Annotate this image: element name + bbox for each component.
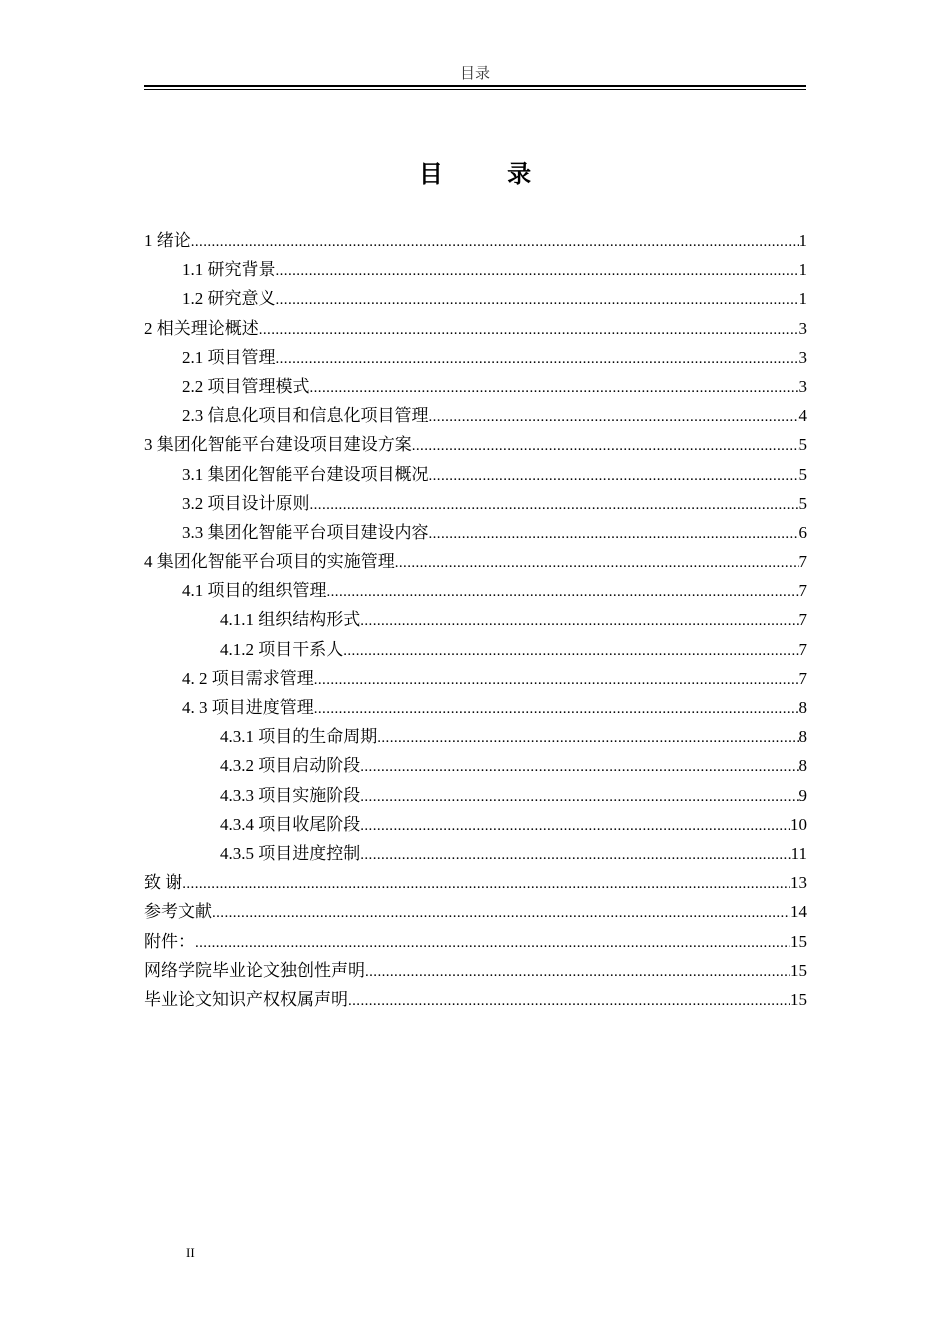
toc-dot-leader: [191, 228, 799, 257]
toc-entry[interactable]: [144, 897, 807, 926]
toc-entry-page-number: 1: [798, 231, 807, 250]
toc-entry[interactable]: [144, 664, 807, 693]
toc-entry-page-number: 11: [790, 843, 807, 863]
toc-dot-leader: [360, 841, 790, 870]
toc-entry-label: 4. 2 项目需求管理: [182, 668, 314, 688]
toc-entry-label: 4.1.2 项目干系人: [220, 639, 344, 659]
toc-entry[interactable]: [144, 518, 807, 547]
toc-dot-leader: [360, 783, 798, 812]
toc-dot-leader: [310, 374, 799, 403]
toc-dot-leader: [429, 520, 799, 549]
toc-entry-page-number: 5: [798, 493, 807, 513]
toc-entry[interactable]: [144, 255, 807, 284]
toc-dot-leader: [360, 607, 798, 636]
toc-dot-leader: [360, 812, 790, 841]
running-header: 目录: [459, 66, 490, 82]
toc-entry[interactable]: [144, 781, 807, 810]
header-rule-thick: [144, 85, 806, 87]
toc-entry-label: 4.3.4 项目收尾阶段: [220, 814, 361, 834]
toc-entry-page-number: 15: [790, 960, 807, 980]
toc-entry-page-number: 8: [798, 756, 807, 776]
toc-entry[interactable]: [144, 693, 807, 722]
toc-entry-label: 3.3 集团化智能平台项目建设内容: [182, 522, 429, 542]
toc-entry[interactable]: [144, 343, 807, 372]
toc-entry-page-number: 7: [798, 668, 807, 688]
toc-dot-leader: [348, 987, 790, 1016]
toc-entry-page-number: 14: [790, 902, 807, 922]
toc-entry[interactable]: [144, 868, 807, 897]
toc-entry-page-number: 9: [798, 785, 807, 805]
toc-entry[interactable]: [144, 839, 807, 868]
toc-entry-page-number: 15: [790, 989, 807, 1009]
toc-entry-label: 4 集团化智能平台项目的实施管理: [144, 552, 395, 572]
page-number: II: [186, 1245, 195, 1260]
toc-dot-leader: [259, 316, 799, 345]
toc-entry-label: 致 谢: [144, 873, 183, 893]
toc-entry[interactable]: [144, 722, 807, 751]
toc-dot-leader: [429, 403, 799, 432]
toc-dot-leader: [395, 549, 799, 578]
toc-entry-page-number: 8: [798, 698, 807, 717]
toc-entry-page-number: 4: [798, 406, 807, 426]
toc-entry[interactable]: [144, 284, 807, 313]
toc-entry[interactable]: [144, 489, 807, 518]
toc-dot-leader: [212, 899, 790, 928]
toc-entry-page-number: 1: [798, 260, 807, 280]
toc-entry[interactable]: [144, 314, 807, 343]
toc-list: [144, 226, 807, 1014]
toc-dot-leader: [360, 753, 798, 782]
toc-entry[interactable]: [144, 401, 807, 430]
toc-entry-page-number: 3: [798, 347, 807, 367]
toc-entry-label: 4.1.1 组织结构形式: [220, 610, 361, 630]
toc-dot-leader: [365, 958, 790, 987]
toc-entry-label: 毕业论文知识产权权属声明: [144, 989, 348, 1009]
toc-dot-leader: [276, 286, 799, 315]
toc-entry[interactable]: [144, 635, 807, 664]
toc-entry[interactable]: [144, 927, 807, 956]
toc-entry-label: 3.1 集团化智能平台建设项目概况: [182, 464, 429, 484]
toc-entry-page-number: 10: [790, 814, 807, 834]
toc-entry-page-number: 7: [798, 581, 807, 601]
toc-entry-page-number: 3: [798, 376, 807, 396]
toc-entry-label: 网络学院毕业论文独创性声明: [144, 960, 365, 980]
toc-dot-leader: [314, 666, 799, 695]
toc-entry-label: 2.2 项目管理模式: [182, 376, 310, 396]
toc-entry[interactable]: [144, 751, 807, 780]
toc-entry[interactable]: [144, 430, 807, 459]
toc-entry-page-number: 8: [798, 727, 807, 747]
toc-entry-page-number: 7: [798, 639, 807, 659]
toc-entry-page-number: 7: [798, 552, 807, 572]
toc-dot-leader: [377, 724, 798, 753]
toc-entry-page-number: 15: [790, 931, 807, 951]
toc-entry-page-number: 13: [790, 873, 807, 893]
toc-dot-leader: [412, 432, 799, 461]
toc-entry-page-number: 5: [798, 435, 807, 455]
toc-dot-leader: [310, 491, 799, 520]
toc-entry-label: 1.2 研究意义: [182, 289, 276, 309]
toc-dot-leader: [314, 695, 799, 724]
toc-entry-label: 4. 3 项目进度管理: [182, 698, 314, 717]
toc-dot-leader: [195, 929, 790, 958]
toc-dot-leader: [276, 345, 799, 374]
toc-entry[interactable]: [144, 576, 807, 605]
toc-entry-label: 参考文献: [144, 902, 212, 922]
toc-dot-leader: [276, 257, 799, 286]
toc-entry[interactable]: [144, 460, 807, 489]
toc-entry-page-number: 6: [798, 522, 807, 542]
toc-entry-label: 4.1 项目的组织管理: [182, 581, 327, 601]
toc-dot-leader: [343, 637, 798, 666]
toc-entry-page-number: 5: [798, 464, 807, 484]
toc-dot-leader: [429, 462, 799, 491]
toc-dot-leader: [182, 870, 790, 899]
toc-entry-label: 4.3.1 项目的生命周期: [220, 727, 378, 747]
toc-entry-label: 3 集团化智能平台建设项目建设方案: [144, 435, 412, 455]
toc-entry[interactable]: [144, 985, 807, 1014]
toc-entry-label: 1 绪论: [144, 231, 191, 250]
toc-dot-leader: [327, 578, 799, 607]
toc-entry-label: 2.3 信息化项目和信息化项目管理: [182, 406, 429, 426]
toc-entry[interactable]: [144, 605, 807, 634]
toc-entry-label: 2 相关理论概述: [144, 318, 259, 338]
toc-entry[interactable]: [144, 226, 807, 255]
toc-entry-page-number: 1: [798, 289, 807, 309]
toc-entry-label: 1.1 研究背景: [182, 260, 276, 280]
header-rule-thin: [144, 89, 806, 90]
toc-entry[interactable]: [144, 547, 807, 576]
toc-entry[interactable]: [144, 956, 807, 985]
toc-entry-page-number: 3: [798, 318, 807, 338]
toc-title: 目 录: [418, 160, 560, 188]
toc-entry-label: 4.3.5 项目进度控制: [220, 843, 361, 863]
toc-entry-label: 3.2 项目设计原则: [182, 493, 310, 513]
toc-entry-label: 4.3.3 项目实施阶段: [220, 785, 361, 805]
toc-entry-label: 附件：: [144, 931, 195, 951]
toc-entry[interactable]: [144, 810, 807, 839]
toc-entry-label: 2.1 项目管理: [182, 347, 276, 367]
toc-entry-label: 4.3.2 项目启动阶段: [220, 756, 361, 776]
toc-entry[interactable]: [144, 372, 807, 401]
toc-entry-page-number: 7: [798, 610, 807, 630]
